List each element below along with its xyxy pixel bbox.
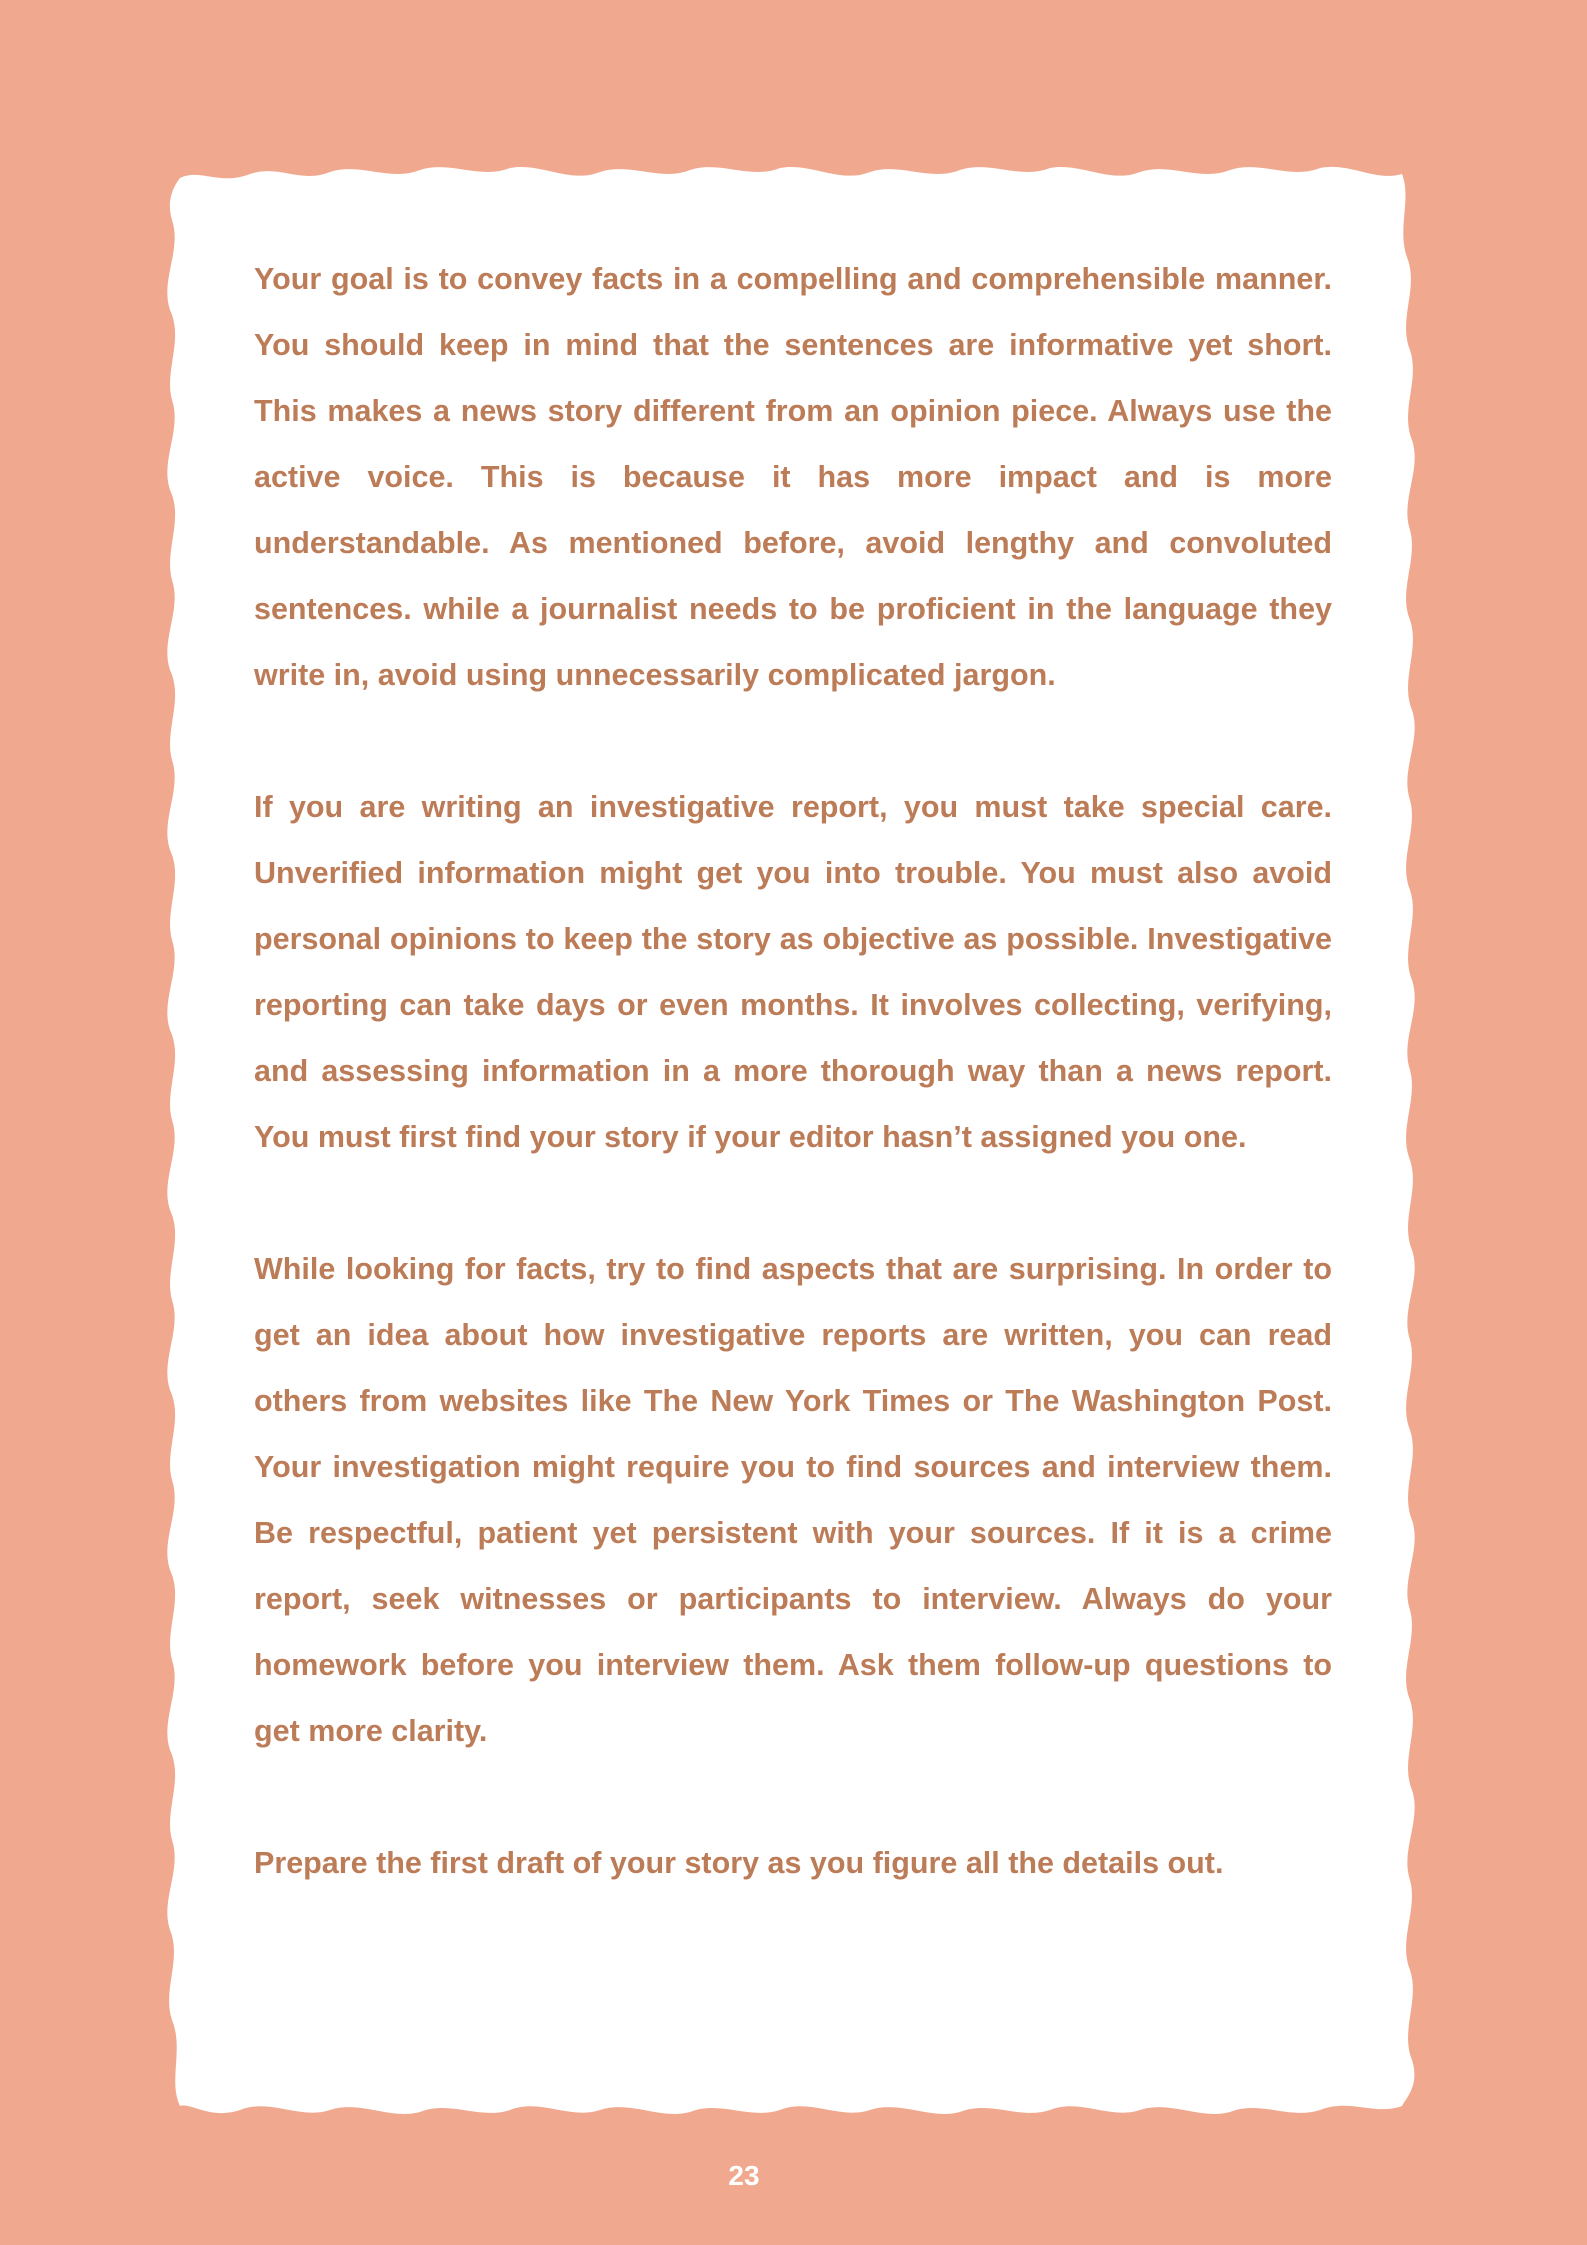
- page-number: 23: [728, 2160, 760, 2191]
- paragraph-2: If you are writing an investigative report, you must take special care. Unverified information might get you into trouble. You must also avoid personal opinions to keep the story as objective as possible. Investigative reporting can take days or even months. It involves collecting, verifying, and assessing information in a more thorough way than a news report. You must first find your story if your editor hasn’t assigned you one.: [254, 790, 1332, 1154]
- paragraph-4: Prepare the first draft of your story as you figure all the details out.: [254, 1846, 1224, 1880]
- paragraph-3: While looking for facts, try to find aspects that are surprising. In order to get an idea about how investigative reports are written, you can read others from websites like The New York Times or The Washington Post. Your investigation might require you to find sources and interview them. Be respectful, patient yet persistent with your sources. If it is a crime report, seek witnesses or participants to interview. Always do your homework before you interview them. Ask them follow-up questions to get more clarity.: [254, 1252, 1332, 1748]
- body-text: [254, 246, 1332, 1896]
- paragraph-1: Your goal is to convey facts in a compelling and comprehensible manner. You should keep in mind that the sentences are informative yet short. This makes a news story different from an opinion piece. Always use the active voice. This is because it has more impact and is more understandable. As mentioned before, avoid lengthy and convoluted sentences. while a journalist needs to be proficient in the language they write in, avoid using unnecessarily complicated jargon.: [254, 262, 1332, 692]
- torn-paper-panel: [160, 160, 1422, 2120]
